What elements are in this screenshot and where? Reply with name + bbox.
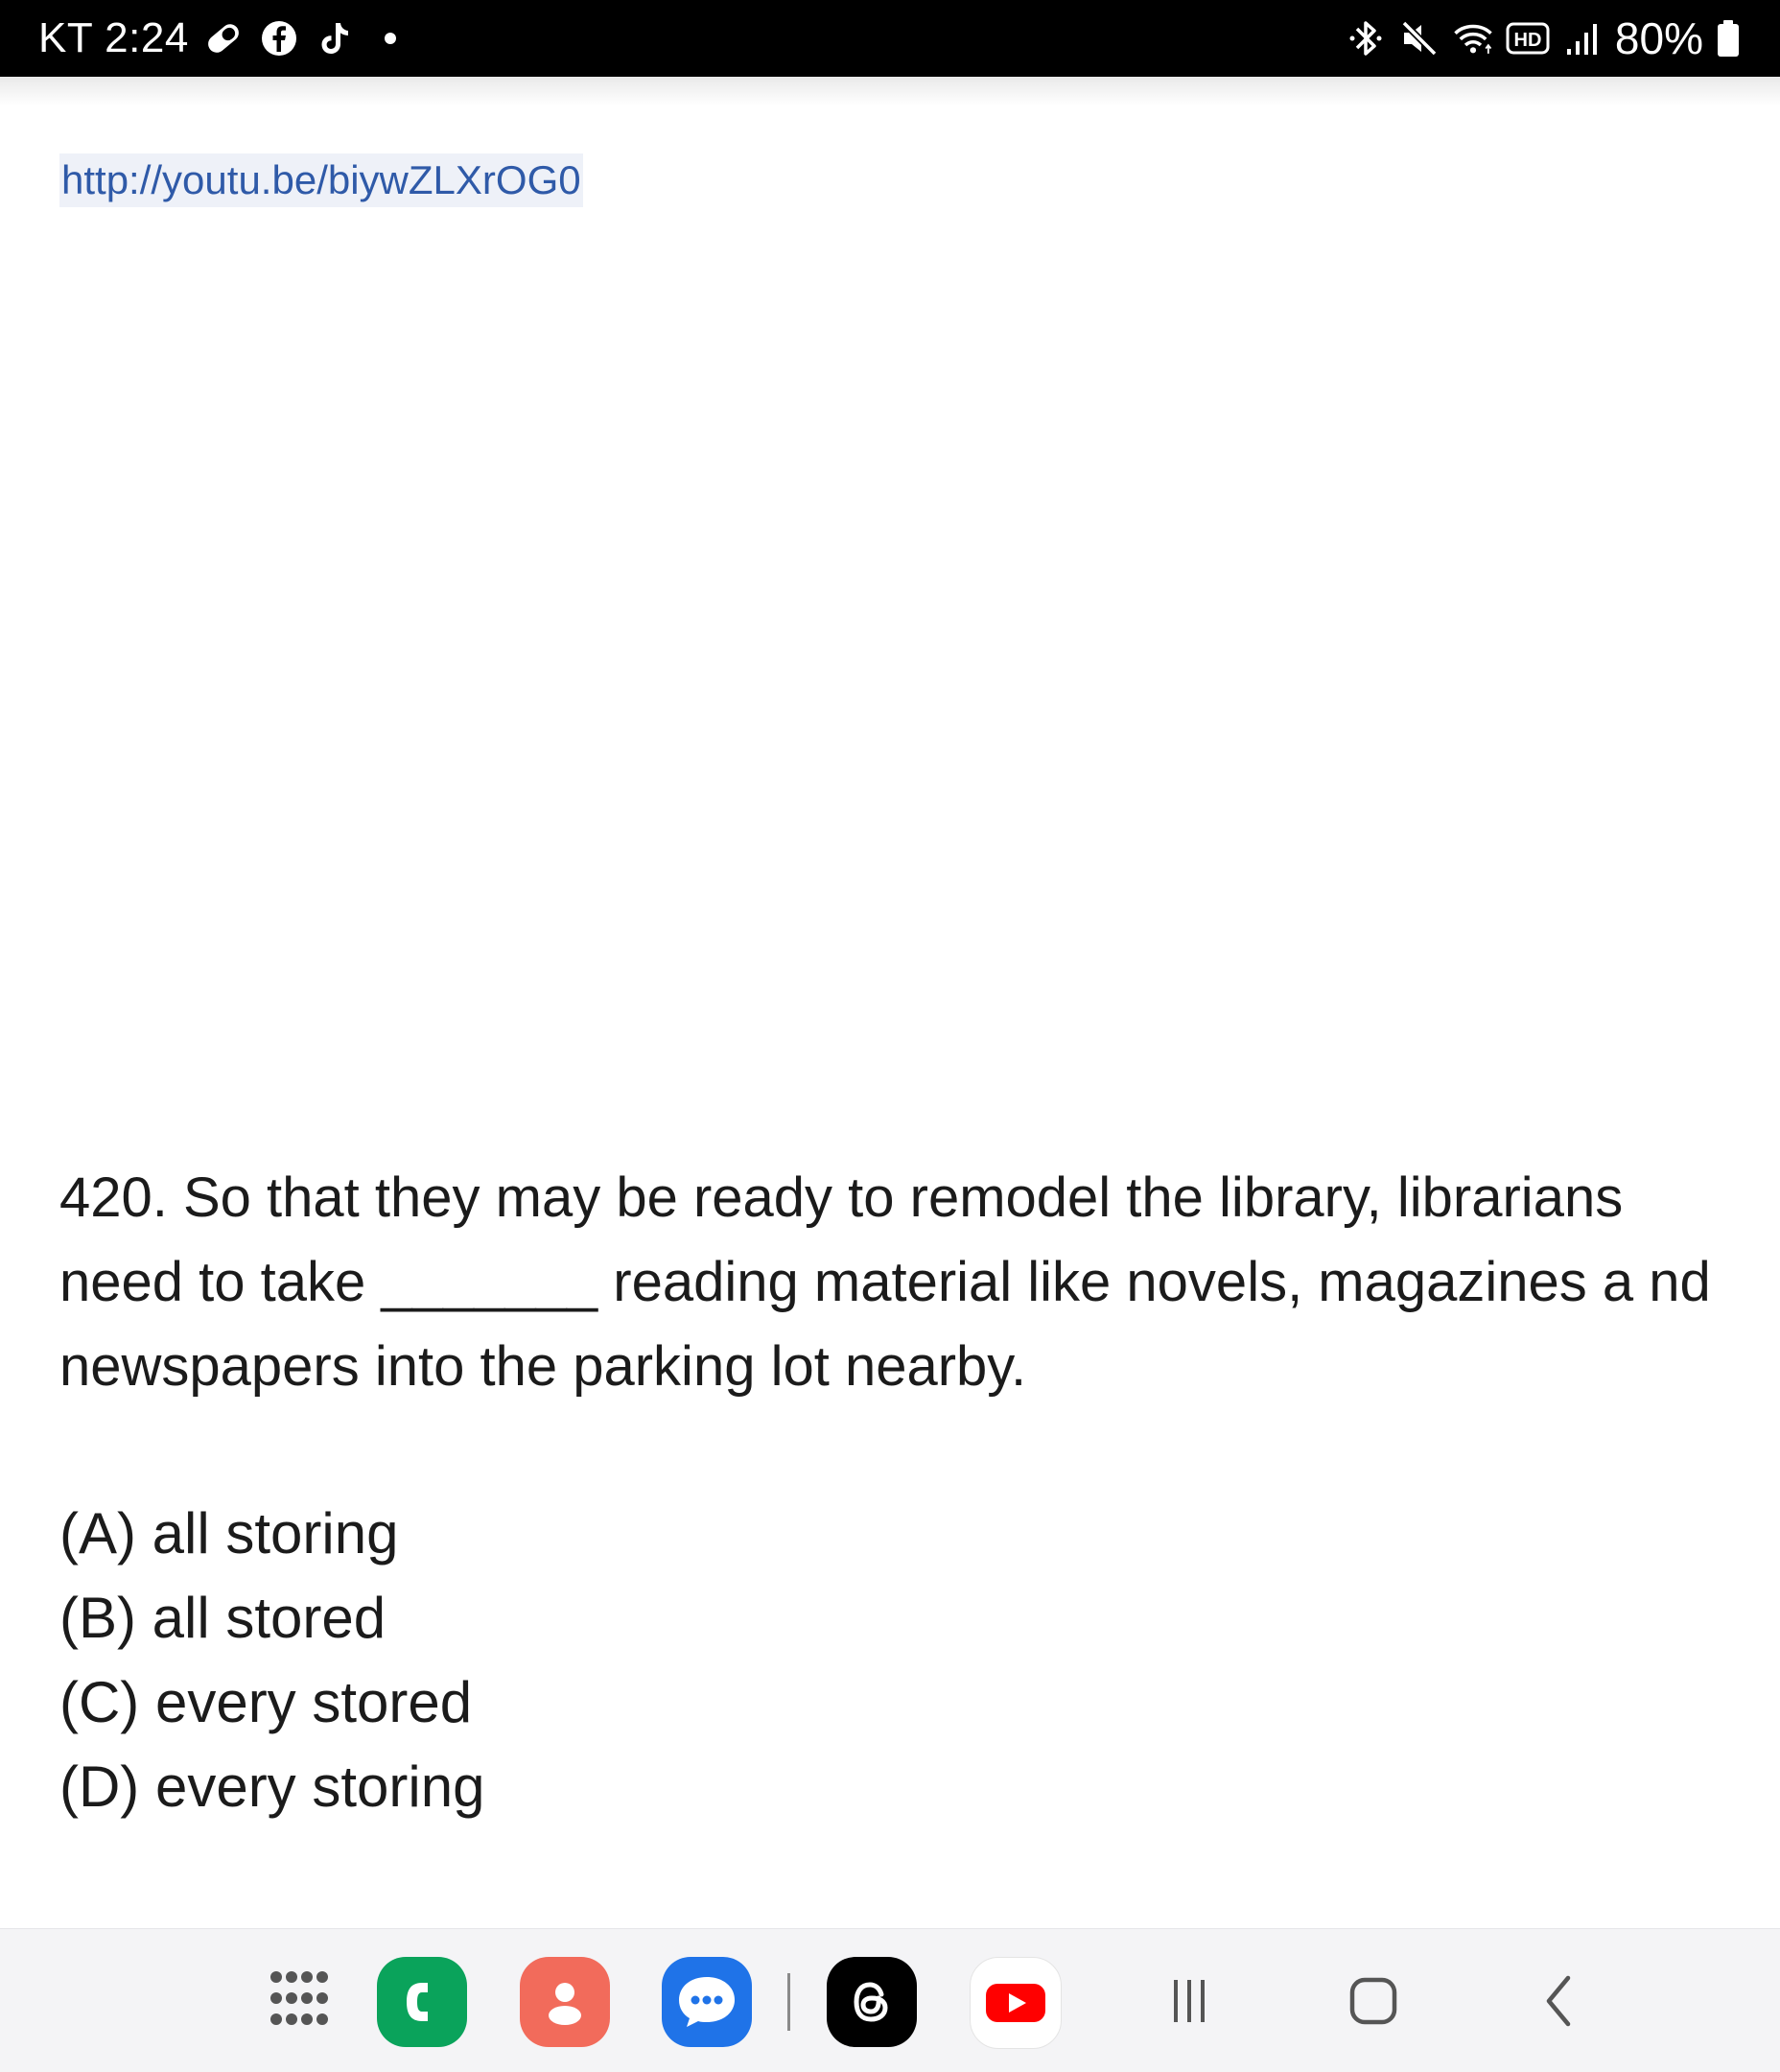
battery-icon [1715, 17, 1742, 59]
status-right [1345, 0, 1742, 77]
header-shadow [0, 77, 1780, 106]
youtube-link[interactable]: http://youtu.be/biywZLXrOG0 [59, 153, 583, 207]
dock-divider [787, 1973, 790, 2031]
signal-icon [1561, 17, 1604, 59]
notification-dot-icon [369, 17, 411, 59]
pill-icon [202, 17, 245, 59]
hd-voice-icon [1506, 17, 1550, 59]
question-text: 420. So that they may be ready to remodel the library, librarians need to take _______ reading material like novels, magazines a nd newspapers into the parking lot nearby. [59, 1166, 1711, 1398]
recent-apps-icon[interactable] [1151, 1966, 1228, 2036]
wifi-icon [1452, 17, 1494, 59]
youtube-icon[interactable] [970, 1957, 1062, 2049]
contacts-icon[interactable] [520, 1957, 610, 2047]
option-a: (A) all storing [59, 1501, 399, 1566]
option-c: (C) every stored [59, 1670, 473, 1734]
bluetooth-icon [1345, 17, 1387, 59]
back-icon[interactable] [1521, 1966, 1598, 2036]
hd-label: HD [1513, 30, 1542, 51]
option-d: (D) every storing [59, 1754, 485, 1819]
mute-icon [1398, 17, 1440, 59]
carrier-time: KT 2:24 [38, 14, 189, 61]
option-b: (B) all stored [59, 1586, 386, 1650]
status-left [38, 0, 411, 77]
facebook-icon [258, 17, 300, 59]
answer-options [59, 1492, 484, 1829]
home-icon[interactable] [1335, 1966, 1412, 2036]
messages-icon[interactable] [662, 1957, 752, 2047]
battery-percent: 80% [1614, 13, 1703, 63]
tiktok-icon [314, 17, 356, 59]
threads-icon[interactable] [827, 1957, 917, 2047]
phone-icon[interactable] [377, 1957, 467, 2047]
status-bar [0, 0, 1780, 77]
apps-grid-icon[interactable] [269, 1969, 332, 2033]
